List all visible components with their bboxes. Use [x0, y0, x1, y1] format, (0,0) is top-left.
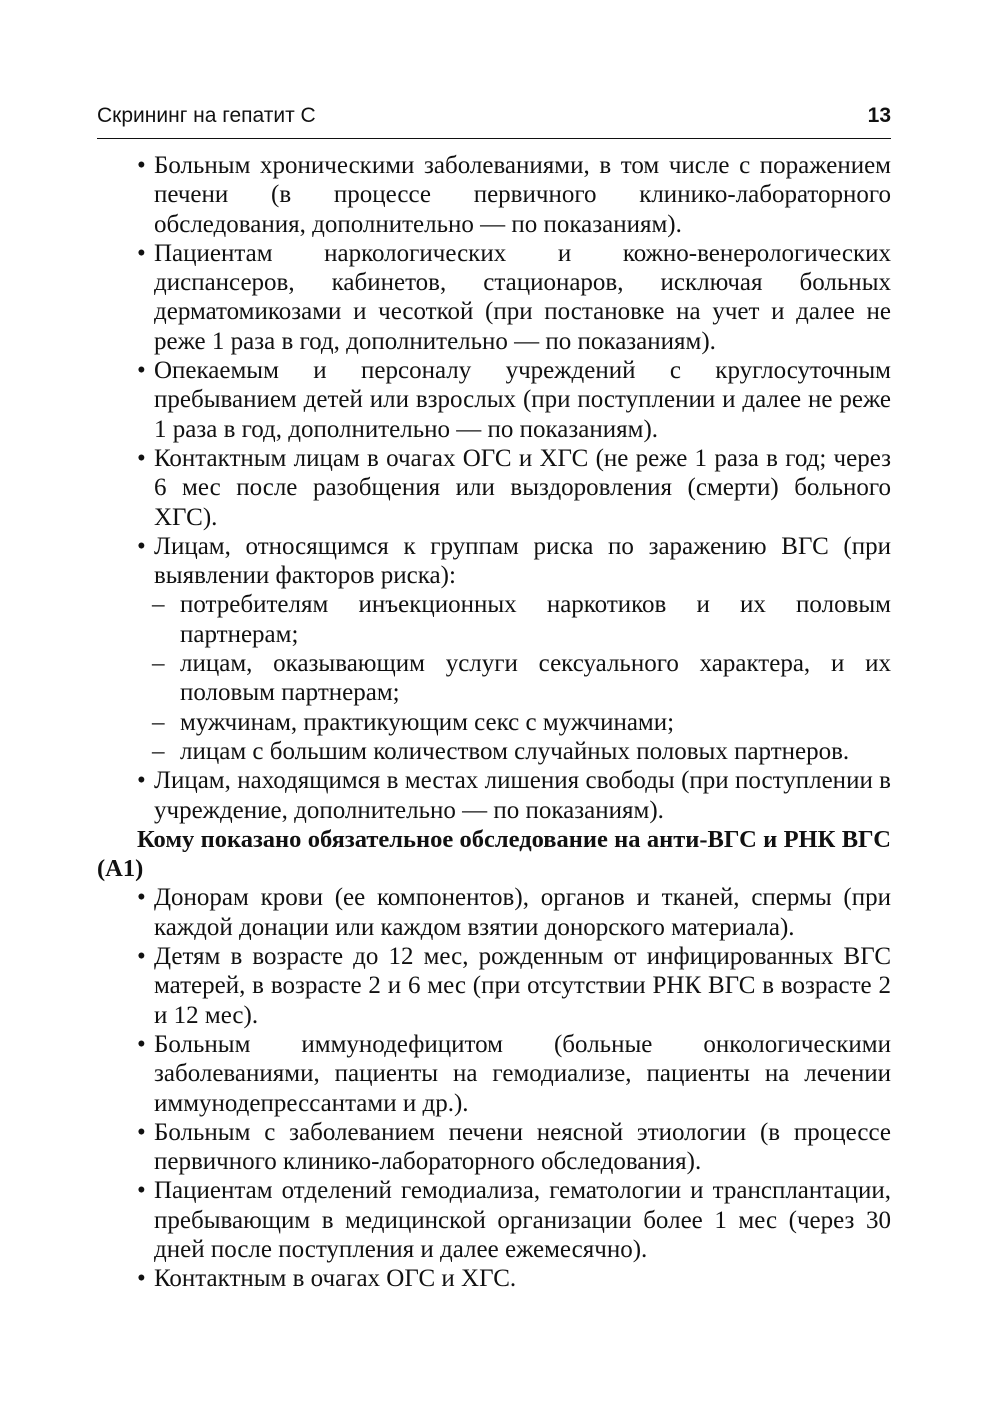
risk-group-intro: Лицам, относящимся к группам риска по заражению ВГС (при выявлении факторов риска):: [154, 532, 891, 590]
list-item: • Детям в возрасте до 12 мес, рожденным от инфицированных ВГС матерей, в возрасте 2 и 6 мес (при отсутствии РНК ВГС в возрасте 2 и 12 мес).: [97, 942, 891, 1030]
sublist-item: – мужчинам, практикующим секс с мужчинами;: [97, 708, 891, 737]
page-number: 13: [867, 104, 891, 127]
sublist-item: – потребителям инъекционных наркотиков и их половым партнерам;: [97, 590, 891, 649]
list-item: • Больным хроническими заболеваниями, в том числе с поражением печени (в процессе первичного клинико-лабораторного обследования, дополнительно — по показаниям).: [97, 151, 891, 239]
list-item: • Больным с заболеванием печени неясной этиологии (в процессе первичного клинико-лабораторного обследования).: [97, 1118, 891, 1177]
list-item: • Контактным лицам в очагах ОГС и ХГС (не реже 1 раза в год; через 6 мес после разобщения или выздоровления (смерти) больного ХГС).: [97, 444, 891, 532]
list-item: • Больным иммунодефицитом (больные онкологическими заболеваниями, пациенты на гемодиализе, пациенты на лечении иммунодепрессантами и др.).: [97, 1030, 891, 1118]
screening-list-continued: [97, 766, 891, 825]
list-item: • Донорам крови (ее компонентов), органов и тканей, спермы (при каждой донации или каждом взятии донорского материала).: [97, 883, 891, 942]
risk-group-sublist: [97, 590, 891, 766]
list-item: • Лицам, находящимся в местах лишения свободы (при поступлении в учреждение, дополнительно — по показаниям).: [97, 766, 891, 825]
running-header: [97, 100, 891, 132]
list-item: • Пациентам отделений гемодиализа, гематологии и трансплантации, пребывающим в медицинской организации более 1 мес (через 30 дней после поступления и далее ежемесячно).: [97, 1176, 891, 1264]
header-rule: [97, 138, 891, 139]
list-item: • Контактным в очагах ОГС и ХГС.: [97, 1264, 891, 1293]
section-heading: Кому показано обязательное обследование на анти-ВГС и РНК ВГС (A1): [97, 825, 891, 883]
sublist-item: – лицам, оказывающим услуги сексуального характера, и их половым партнерам;: [97, 649, 891, 708]
sublist-item: – лицам с большим количеством случайных половых партнеров.: [97, 737, 891, 766]
page-body: [97, 151, 891, 1294]
list-item: • Пациентам наркологических и кожно-венерологических диспансеров, кабинетов, стационаров, исключая больных дерматомикозами и чесоткой (при постановке на учет и далее не реже 1 раза в год, дополнительно — по показаниям).: [97, 239, 891, 356]
list-item-risk-group: [97, 532, 891, 591]
mandatory-screening-list: [97, 883, 891, 1293]
list-item: • Опекаемым и персоналу учреждений с круглосуточным пребыванием детей или взрослых (при поступлении и далее не реже 1 раза в год, дополнительно — по показаниям).: [97, 356, 891, 444]
screening-list: [97, 151, 891, 590]
running-header-title: Скрининг на гепатит С: [97, 104, 316, 127]
